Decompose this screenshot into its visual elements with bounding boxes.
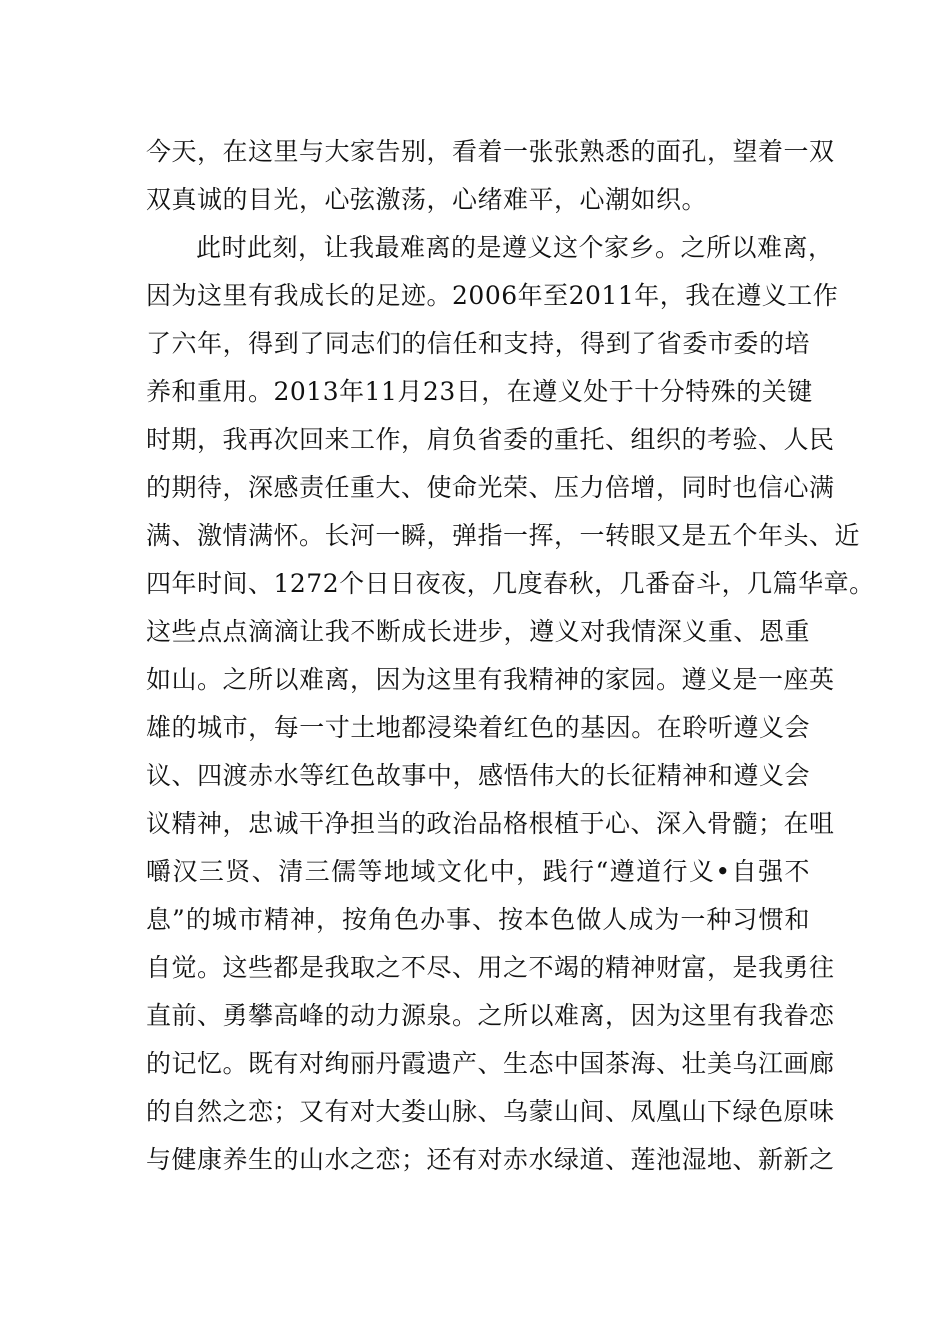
text-line: 的记忆。既有对绚丽丹霞遗产、生态中国茶海、壮美乌江画廊 bbox=[146, 1049, 835, 1078]
text-line: 今天，在这里与大家告别，看着一张张熟悉的面孔，望着一双 bbox=[146, 137, 835, 166]
text-line: 了六年，得到了同志们的信任和支持，得到了省委市委的培 bbox=[146, 329, 810, 358]
text-line: 议、四渡赤水等红色故事中，感悟伟大的长征精神和遵义会 bbox=[146, 761, 810, 790]
text-line: 的期待，深感责任重大、使命光荣、压力倍增，同时也信心满 bbox=[146, 473, 835, 502]
text-line: 与健康养生的山水之恋；还有对赤水绿道、莲池湿地、新新之 bbox=[146, 1145, 835, 1174]
text-line: 息”的城市精神，按角色办事、按本色做人成为一种习惯和 bbox=[146, 905, 810, 934]
text-line: 嚼汉三贤、清三儒等地域文化中，践行“遵道行义•自强不 bbox=[146, 857, 810, 886]
text-line bbox=[146, 1184, 810, 1232]
text-line: 双真诚的目光，心弦激荡，心绪难平，心潮如织。 bbox=[146, 185, 708, 214]
text-line: 四年时间、1272个日日夜夜，几度春秋，几番奋斗，几篇华章。 bbox=[146, 569, 875, 598]
document-body bbox=[146, 128, 875, 1232]
text-line: 自觉。这些都是我取之不尽、用之不竭的精神财富，是我勇往 bbox=[146, 953, 835, 982]
text-line: 养和重用。2013年11月23日，在遵义处于十分特殊的关键 bbox=[146, 377, 813, 406]
text-line: 雄的城市，每一寸土地都浸染着红色的基因。在聆听遵义会 bbox=[146, 713, 810, 742]
paragraph-2 bbox=[146, 224, 875, 1232]
paragraph-1 bbox=[146, 128, 835, 224]
text-line: 议精神，忠诚干净担当的政治品格根植于心、深入骨髓；在咀 bbox=[146, 809, 835, 838]
text-line: 满、激情满怀。长河一瞬，弹指一挥，一转眼又是五个年头、近 bbox=[146, 521, 861, 550]
text-line: 因为这里有我成长的足迹。2006年至2011年，我在遵义工作 bbox=[146, 281, 839, 310]
text-line: 时期，我再次回来工作，肩负省委的重托、组织的考验、人民 bbox=[146, 425, 835, 454]
text-line: 此时此刻，让我最难离的是遵义这个家乡。之所以难离， bbox=[196, 233, 834, 262]
text-line: 直前、勇攀高峰的动力源泉。之所以难离，因为这里有我眷恋 bbox=[146, 1001, 835, 1030]
text-line: 如山。之所以难离，因为这里有我精神的家园。遵义是一座英 bbox=[146, 665, 835, 694]
text-line: 这些点点滴滴让我不断成长进步，遵义对我情深义重、恩重 bbox=[146, 617, 810, 646]
text-line: 的自然之恋；又有对大娄山脉、乌蒙山间、凤凰山下绿色原味 bbox=[146, 1097, 835, 1126]
